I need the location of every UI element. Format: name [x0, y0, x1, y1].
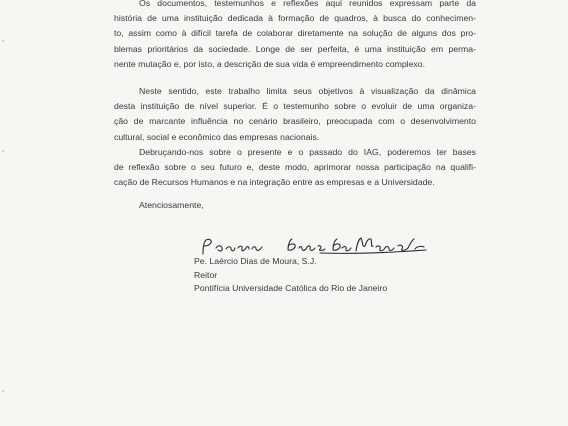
paragraph-line: cação de Recursos Humanos e na integração entre as empresas e a Universidade. [114, 177, 435, 188]
paragraph-line: de reflexão sobre o seu futuro e, deste modo, aprimorar nossa participação na qualifi- [114, 162, 476, 173]
paragraph-line: Os documentos, testemunhos e reflexões aqui reunidos expressam parte da [139, 0, 476, 8]
closing-salutation: Atenciosamente, [139, 200, 204, 210]
paragraph-1 [114, 0, 476, 72]
paragraph-line: desta instituição de nível superior. É o testemunho sobre o evoluir de uma organiza- [114, 101, 476, 112]
paragraph-line: Neste sentido, este trabalho limita seus objetivos à visualização da dinâmica [139, 86, 476, 96]
paragraph-3 [114, 145, 476, 191]
paragraph-line: ção de marcante influência no cenário brasileiro, preocupada com o desenvolvimento [114, 116, 476, 127]
signer-organization: Pontifícia Universidade Católica do Rio de Janeiro [194, 283, 388, 294]
signer-name: Pe. Laércio Dias de Moura, S.J. [194, 256, 317, 266]
page-speck [2, 40, 4, 42]
paragraph-2 [114, 84, 476, 145]
signature-block [194, 255, 387, 296]
page-speck [2, 390, 4, 392]
paragraph-line: nente mutação e, por isto, a descrição de sua vida é empreendimento complexo. [114, 58, 425, 69]
page-speck [2, 150, 4, 152]
paragraph-line: blemas prioritários da sociedade. Longe de ser perfeita, é uma instituição em perma- [114, 43, 476, 54]
signer-title: Reitor [194, 269, 218, 280]
paragraph-line: história de uma instituição dedicada à formação de quadros, à busca do conhecimen- [114, 13, 476, 24]
paragraph-line: cultural, social e econômico das empresas nacionais. [114, 131, 320, 142]
paragraph-line: to, assim como à difícil tarefa de colaborar diretamente na solução de alguns dos pro- [114, 28, 476, 39]
paragraph-line: Debruçando-nos sobre o presente e o passado do IAG, poderemos ter bases [139, 147, 476, 157]
